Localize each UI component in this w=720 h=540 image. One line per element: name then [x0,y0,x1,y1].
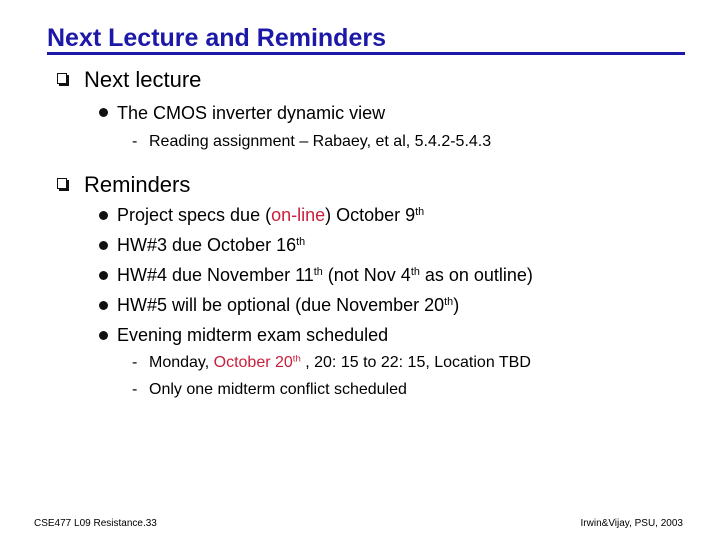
square-bullet-icon [57,73,67,84]
footer-left: CSE477 L09 Resistance.33 [34,518,157,529]
dot-bullet-icon [99,211,108,220]
reading-assignment: Reading assignment – Rabaey, et al, 5.4.2-5.4.3 [149,133,492,150]
midterm-date-detail: Monday, October 20th , 20: 15 to 22: 15, Location TBD [149,353,531,371]
dash-bullet-icon: - [132,381,138,398]
slide-title: Next Lecture and Reminders [47,24,386,52]
reminder-midterm: Evening midterm exam scheduled [117,325,389,345]
lecture-topic: The CMOS inverter dynamic view [117,103,386,123]
reminder-hw5: HW#5 will be optional (due November 20th) [117,295,460,315]
dot-bullet-icon [99,301,108,310]
dot-bullet-icon [99,241,108,250]
footer-right: Irwin&Vijay, PSU, 2003 [580,518,683,529]
square-bullet-icon [57,178,67,189]
section-heading-reminders: Reminders [84,172,191,197]
title-underline [47,52,685,55]
dash-bullet-icon: - [132,354,138,371]
reminder-project-specs: Project specs due (on-line) October 9th [117,205,425,225]
dot-bullet-icon [99,271,108,280]
midterm-conflict-detail: Only one midterm conflict scheduled [149,381,407,398]
section-heading-next-lecture: Next lecture [84,67,202,92]
dot-bullet-icon [99,108,108,117]
reminder-hw3: HW#3 due October 16th [117,235,306,255]
dash-bullet-icon: - [132,133,138,150]
reminder-hw4: HW#4 due November 11th (not Nov 4th as on outline) [117,265,533,285]
dot-bullet-icon [99,331,108,340]
